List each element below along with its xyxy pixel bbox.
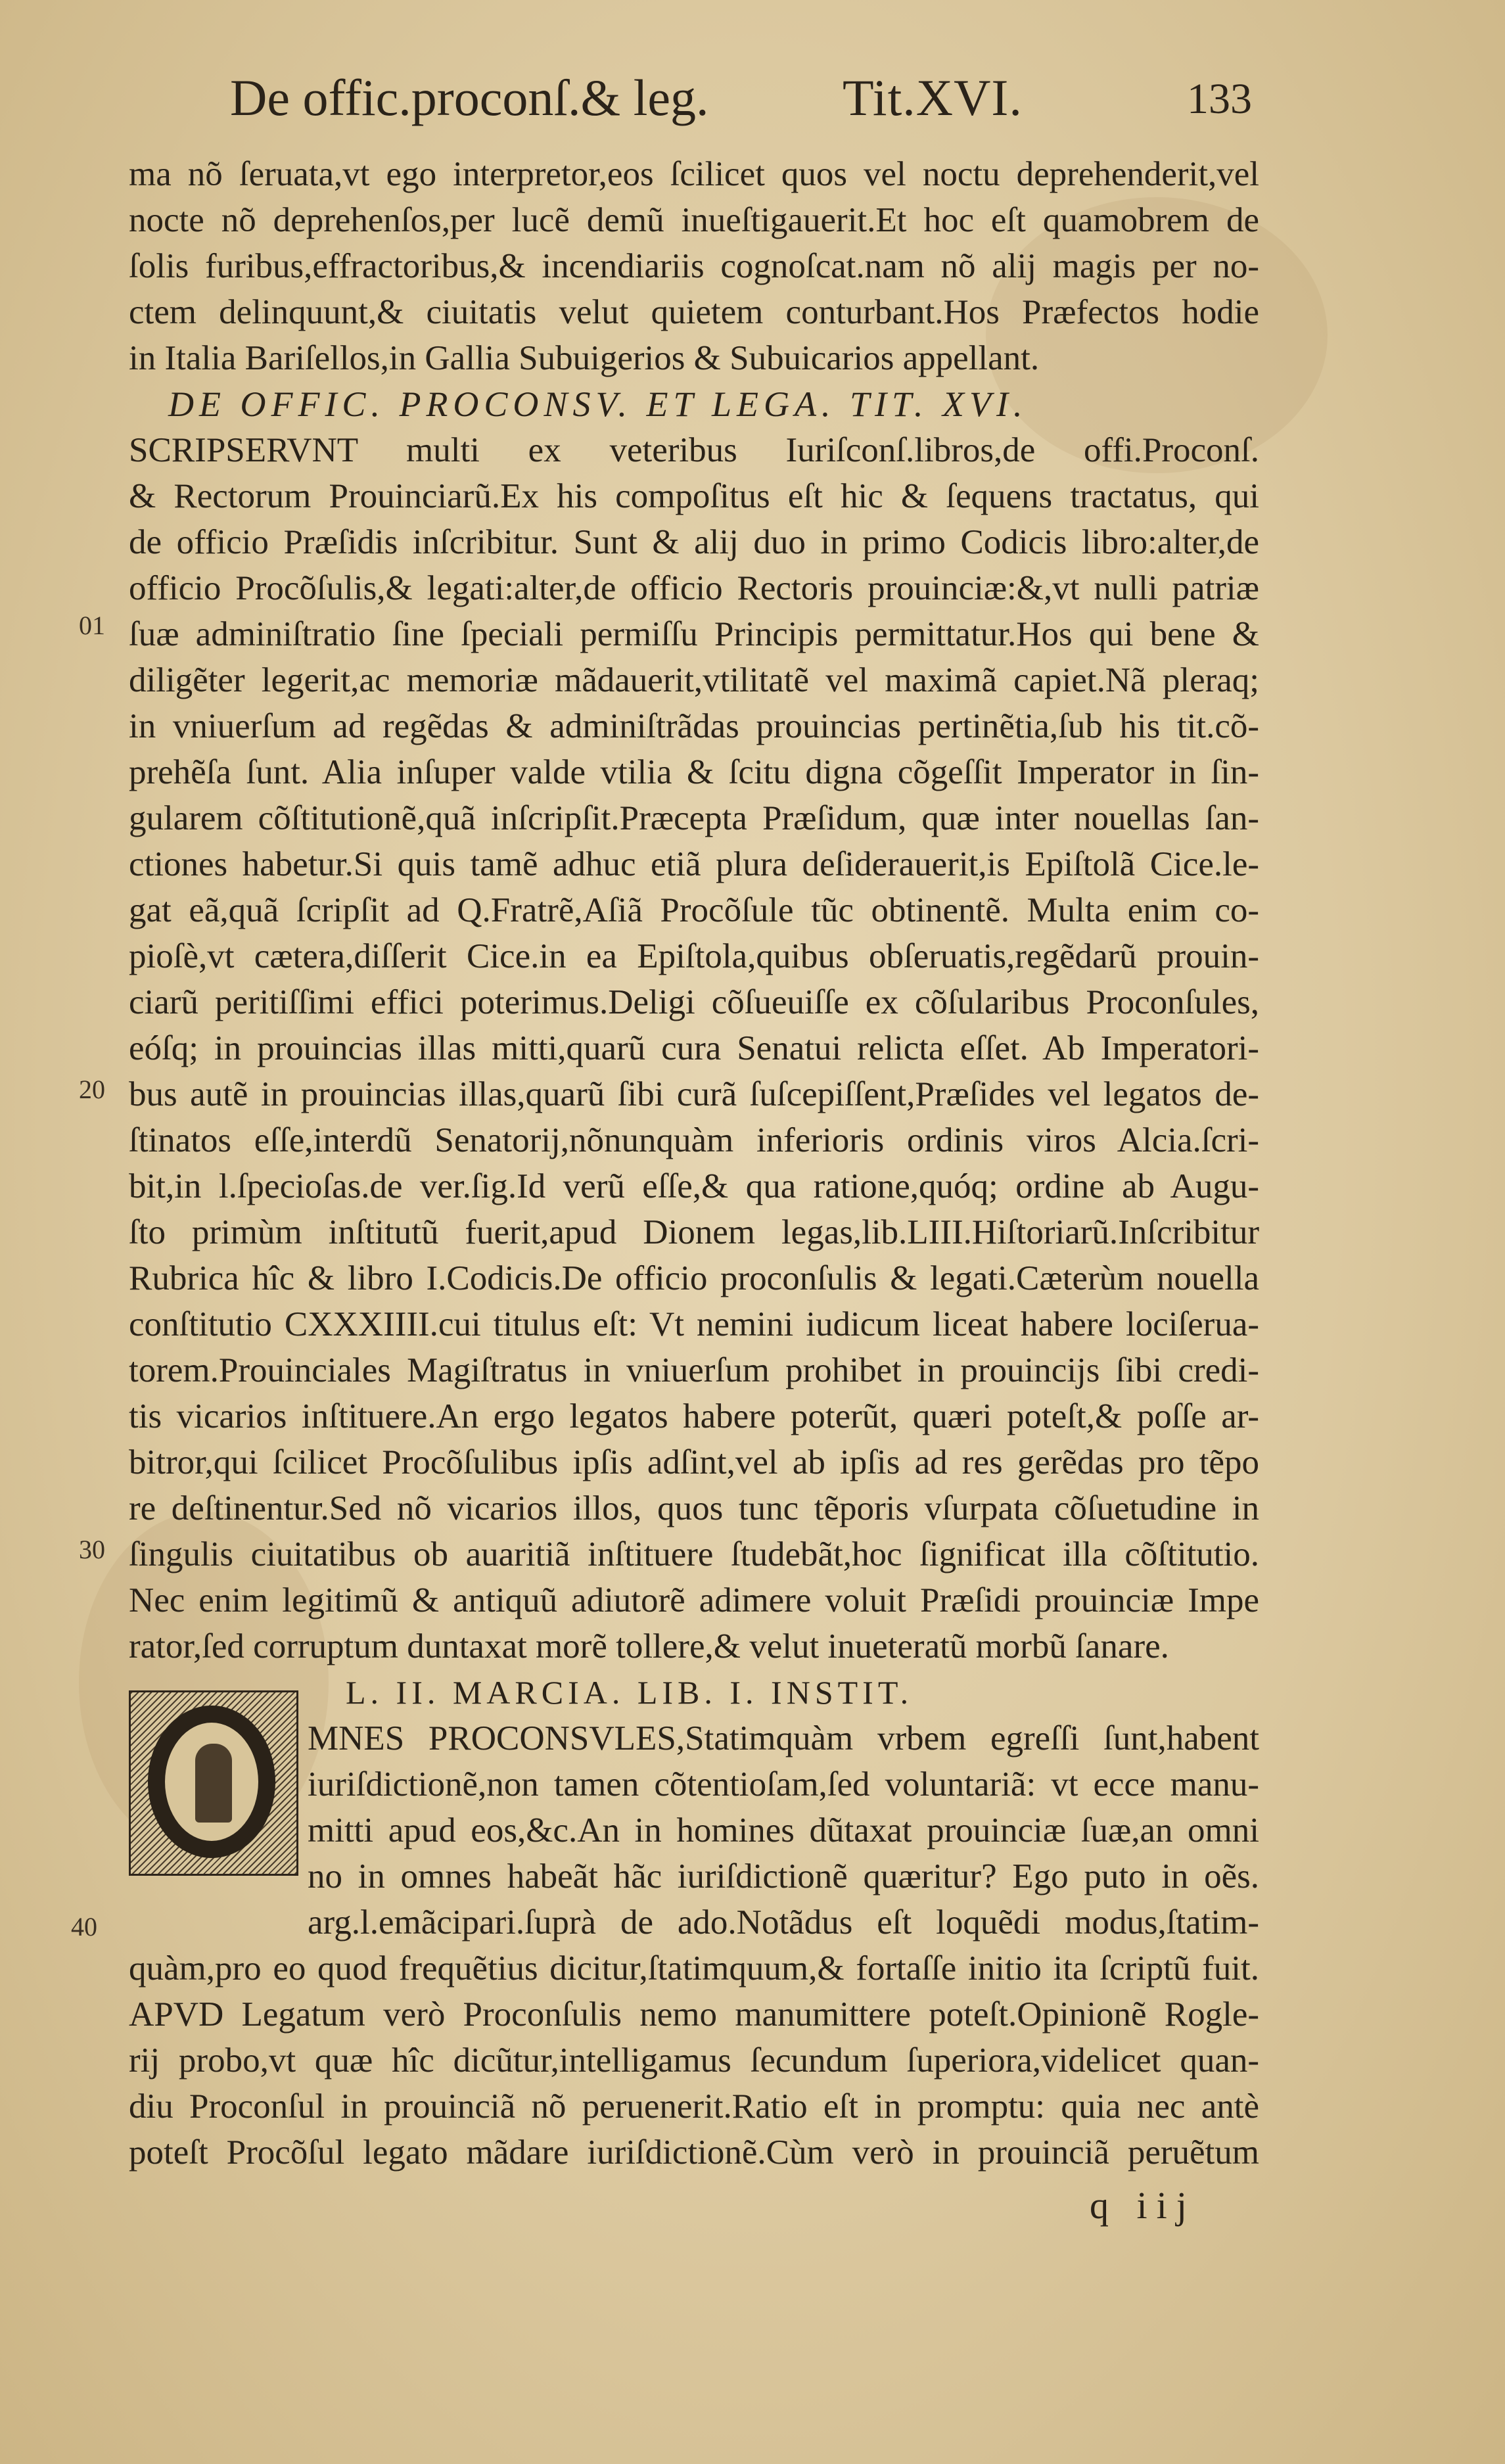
section-heading: DE OFFIC. PROCONSV. ET LEGA. TIT. XVI. [168,384,1028,424]
text-line: & Rectorum Prouinciarũ.Ex his compoſitus eſt hic & ſequens tractatus, qui [129,477,1259,515]
law-heading: L. II. MARCIA. LIB. I. INSTIT. [346,1674,914,1711]
text-line: re deſtinentur.Sed nõ vicarios illos, quos tunc tẽporis vſurpata cõſuetudine in [129,1489,1259,1527]
text-line: ma nõ ſeruata,vt ego interpretor,eos ſcilicet quos vel noctu deprehenderit,vel [129,155,1259,193]
text-line: ſuæ adminiſtratio ſine ſpeciali permiſſu Principis permittatur.Hos qui bene & [129,615,1259,653]
text-line: ctiones habetur.Si quis tamẽ adhuc etiã plura deſiderauerit,is Epiſtolã Cice.le- [129,845,1259,883]
text-line: prehẽſa ſunt. Alia inſuper valde vtilia & ſcitu digna cõgeſſit Imperator in ſin- [129,753,1259,791]
margin-line-number: 01 [79,611,105,640]
text-line: bitror,qui ſcilicet Procõſulibus ipſis adſint,vel ab ipſis ad res gerẽdas pro tẽpo [129,1443,1259,1481]
text-line: eóſq; in prouincias illas mitti,quarũ cura Senatui relicta eſſet. Ab Imperatori- [129,1029,1259,1067]
main-text-block [129,151,1259,2175]
text-line: pioſè,vt cætera,diſſerit Cice.in ea Epiſtola,quibus obſeruatis,regẽdarũ prouin- [129,937,1259,975]
text-line: conſtitutio CXXXIIII.cui titulus eſt: Vt nemini iudicum liceat habere lociſerua- [129,1305,1259,1343]
text-line: ſingulis ciuitatibus ob auaritiã inſtituere ſtudebãt,hoc ſignificat illa cõſtitutio. [129,1535,1259,1573]
text-line: officio Procõſulis,& legati:alter,de officio Rectoris prouinciæ:&,vt nulli patriæ [129,569,1259,607]
text-line: MNES PROCONSVLES,Statimquàm vrbem egreſſi ſunt,habent [308,1719,1259,1757]
text-line: in Italia Bariſellos,in Gallia Subuigerios & Subuicarios appellant. [129,339,1040,377]
text-line: nocte nõ deprehenſos,per lucẽ demũ inueſtigauerit.Et hoc eſt quamobrem de [129,201,1259,239]
text-line: ctem delinquunt,& ciuitatis velut quietem conturbant.Hos Præfectos hodie [129,293,1259,331]
text-line: Rubrica hîc & libro I.Codicis.De officio proconſulis & legati.Cæterùm nouella [129,1259,1259,1297]
margin-line-number: 20 [79,1075,105,1104]
margin-line-number: 40 [71,1912,97,1941]
text-line: diligẽter legerit,ac memoriæ mãdauerit,vtilitatẽ vel maximã capiet.Nã pleraq; [129,661,1259,699]
running-head-title: De offic.proconſ.& leg. [230,69,709,126]
text-line: Nec enim legitimũ & antiquũ adiutorẽ adimere voluit Præſidi prouinciæ Impe [129,1581,1259,1619]
text-line: no in omnes habeãt hãc iuriſdictionẽ quæritur? Ego puto in oẽs. [308,1857,1259,1895]
folio-number: 133 [1187,75,1252,123]
text-line: mitti apud eos,&c.An in homines dũtaxat prouinciæ ſuæ,an omni [308,1811,1259,1849]
text-line: iuriſdictionẽ,non tamen cõtentioſam,ſed voluntariã: vt ecce manu- [308,1765,1259,1803]
text-line: tis vicarios inſtituere.An ergo legatos habere poterũt, quæri poteſt,& poſſe ar- [129,1397,1259,1435]
text-line: bus autẽ in prouincias illas,quarũ ſibi curã ſuſcepiſſent,Præſides vel legatos de- [129,1075,1259,1113]
signature-mark: q iij [1090,2184,1196,2227]
text-line: bit,in l.ſpecioſas.de ver.ſig.Id verũ eſſe,& qua ratione,quóq; ordine ab Augu- [129,1167,1259,1205]
text-line: arg.l.emãcipari.ſuprà de ado.Notãdus eſt loquẽdi modus,ſtatim- [308,1903,1259,1941]
text-line: ſto primùm inſtitutũ fuerit,apud Dionem legas,lib.LIII.Hiſtoriarũ.Inſcribitur [129,1213,1259,1251]
text-line: de officio Præſidis inſcribitur. Sunt & alij duo in primo Codicis libro:alter,de [129,523,1259,561]
text-line: ſolis furibus,effractoribus,& incendiariis cognoſcat.nam nõ alij magis per no- [129,247,1259,285]
text-line: rij probo,vt quæ hîc dicũtur,intelligamus ſecundum ſuperiora,videlicet quan- [129,2041,1259,2080]
text-line: ſtinatos eſſe,interdũ Senatorij,nõnunquàm inferioris ordinis viros Alcia.ſcri- [129,1121,1259,1159]
text-line: poteſt Procõſul legato mãdare iuriſdictionẽ.Cùm verò in prouinciã peruẽtum [129,2133,1259,2172]
text-line: in vniuerſum ad regẽdas & adminiſtrãdas prouincias pertinẽtia,ſub his tit.cõ- [129,707,1259,745]
running-head-title-number: Tit.XVI. [843,69,1023,126]
text-line: torem.Prouinciales Magiſtratus in vniuerſum prohibet in prouincijs ſibi credi- [129,1351,1259,1389]
text-line: gularem cõſtitutionẽ,quã inſcripſit.Præcepta Præſidum, quæ inter nouellas ſan- [129,799,1259,837]
text-line: APVD Legatum verò Proconſulis nemo manumittere poteſt.Opinionẽ Rogle- [129,1995,1259,2034]
text-line: diu Proconſul in prouinciã nõ peruenerit.Ratio eſt in promptu: quia nec antè [129,2087,1259,2126]
text-line: SCRIPSERVNT multi ex veteribus Iuriſconſ.libros,de offi.Proconſ. [129,431,1259,469]
margin-line-number: 30 [79,1535,105,1564]
text-line: gat eã,quã ſcripſit ad Q.Fratrẽ,Aſiã Procõſule tũc obtinentẽ. Multa enim co- [129,891,1259,929]
text-line: rator,ſed corruptum duntaxat morẽ tollere,& velut inueteratũ morbũ ſanare. [129,1627,1169,1665]
text-line: ciarũ peritiſſimi effici poterimus.Deligi cõſueuiſſe ex cõſularibus Proconſules, [129,983,1259,1021]
text-line: quàm,pro eo quod frequẽtius dicitur,ſtatimquum,& fortaſſe initio ita ſcriptũ fuit. [129,1949,1259,1987]
